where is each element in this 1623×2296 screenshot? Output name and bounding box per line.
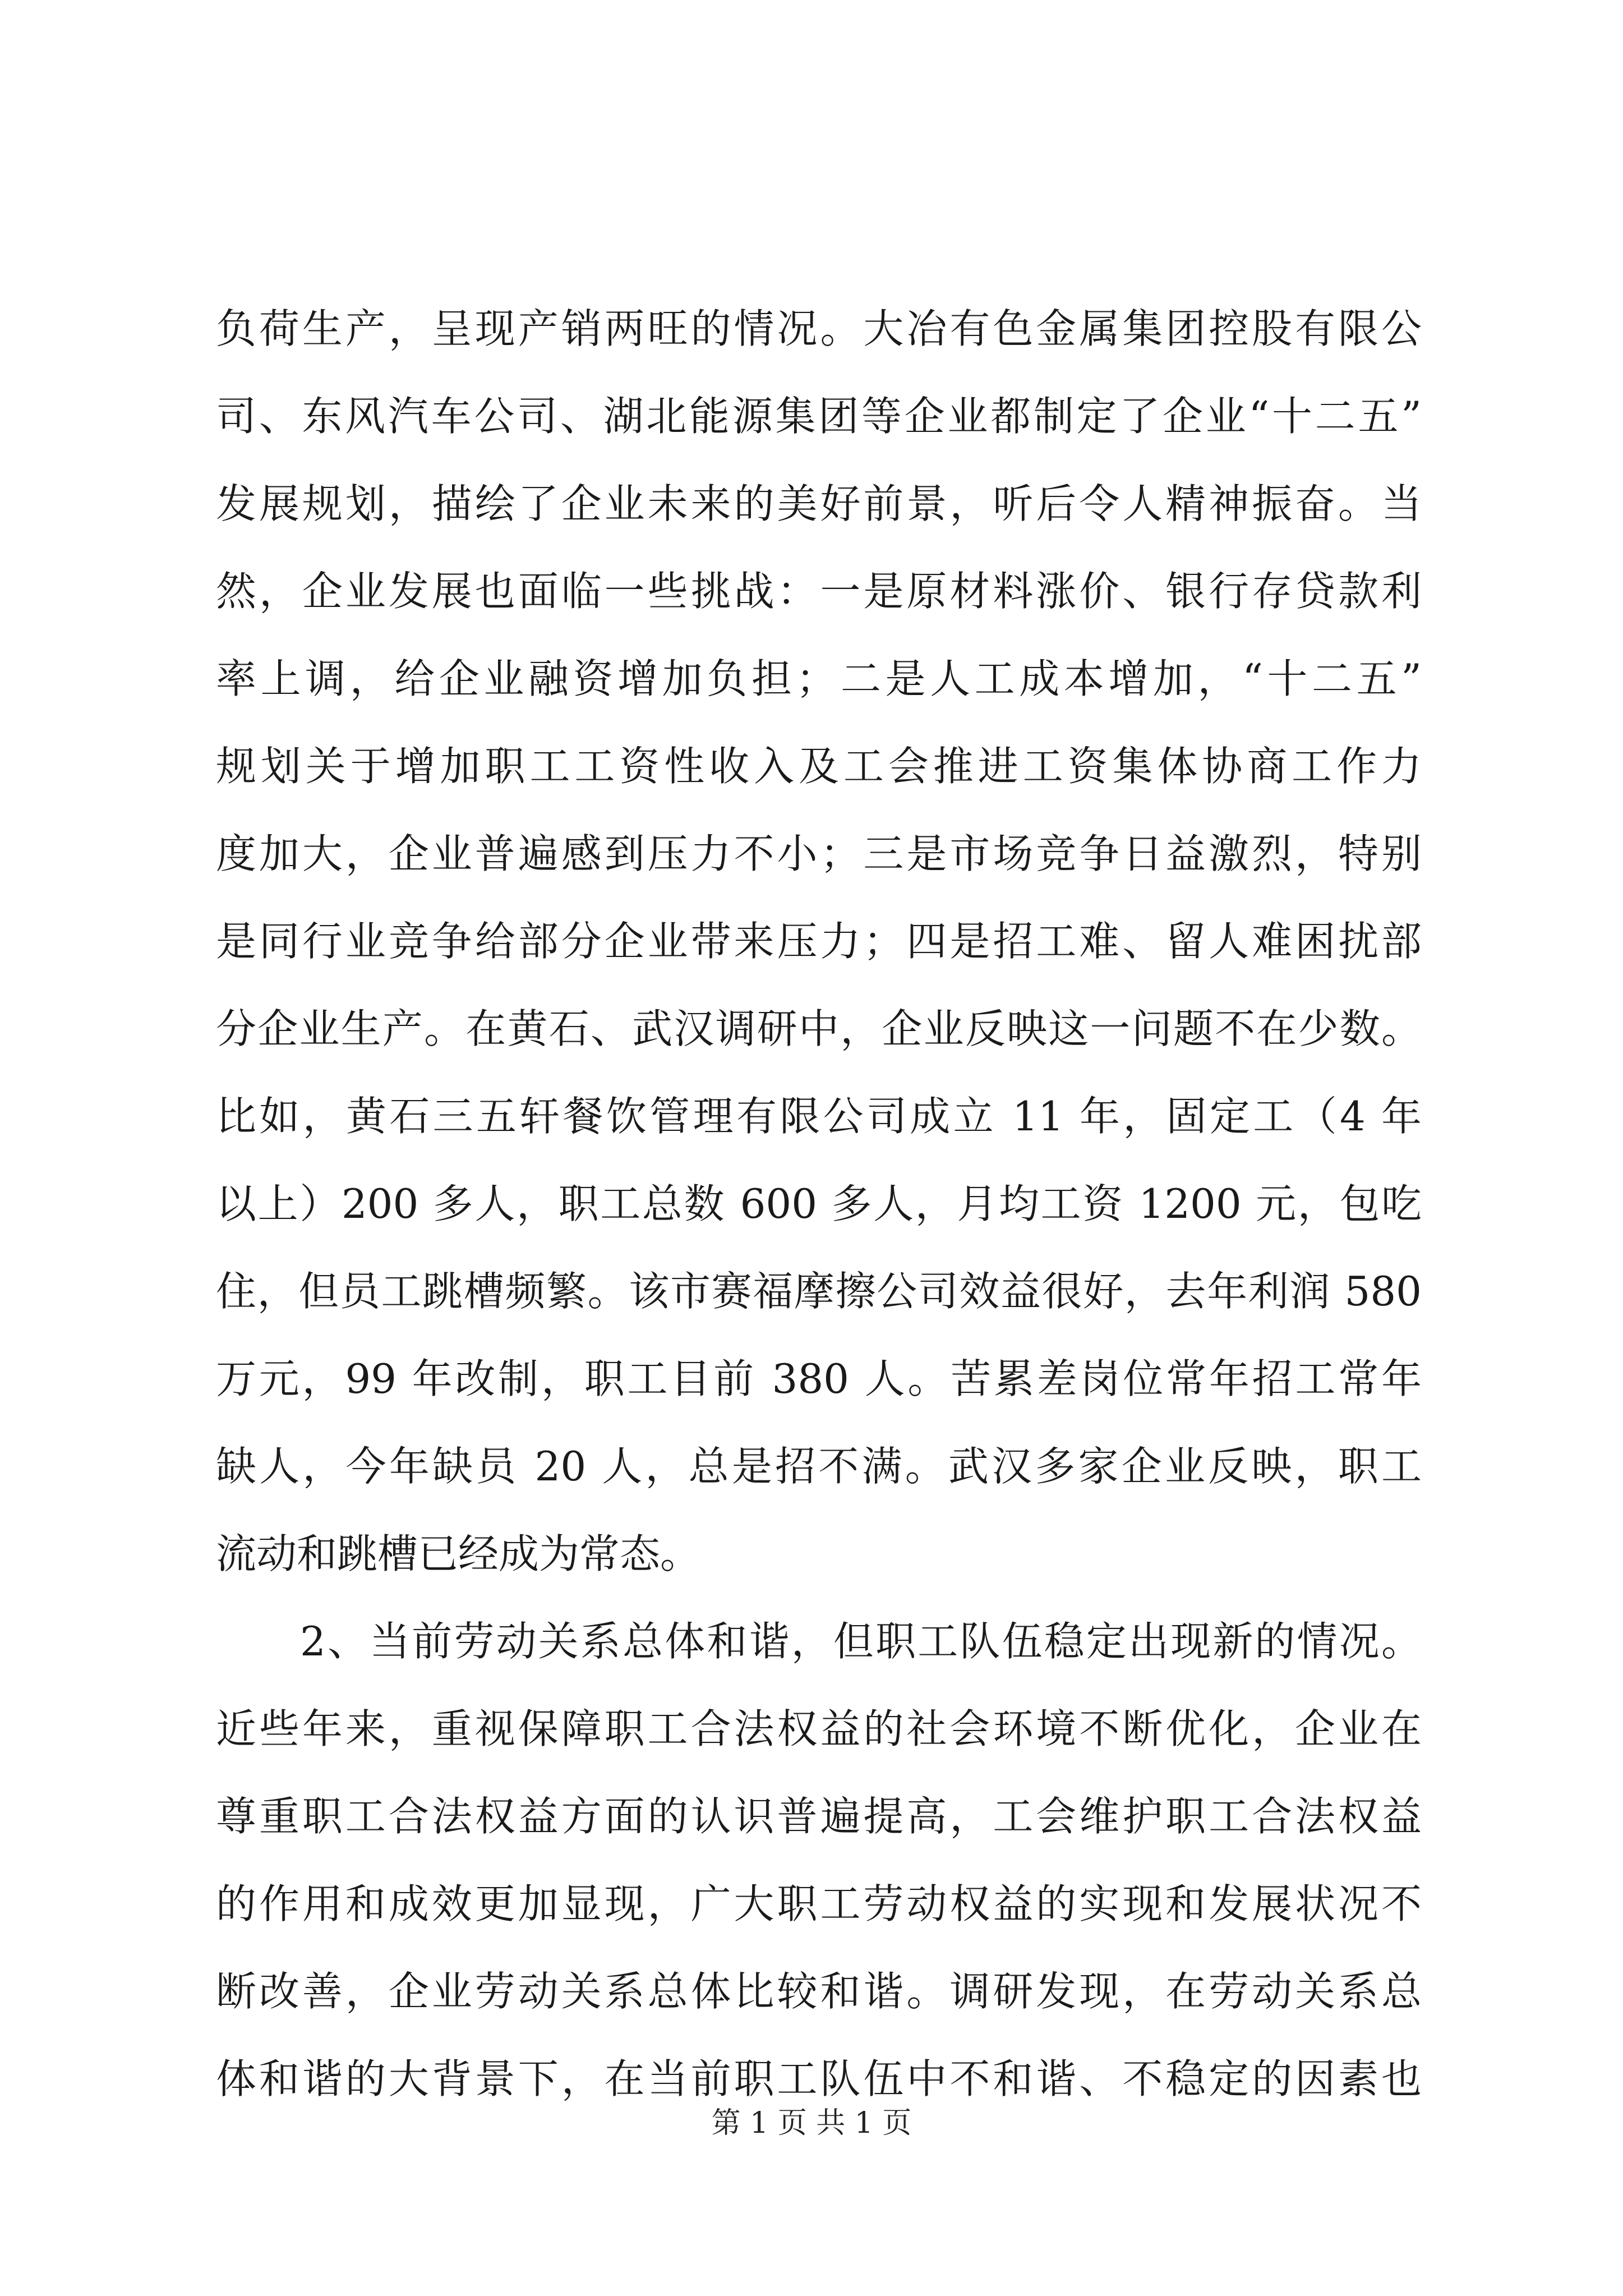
text-line: 发展规划，描绘了企业未来的美好前景，听后令人精神振奋。当 — [216, 480, 1422, 527]
text-line: 尊重职工合法权益方面的认识普遍提高，工会维护职工合法权益 — [216, 1793, 1422, 1840]
page-footer: 第 1 页 共 1 页 — [711, 2106, 912, 2140]
text-line: 住，但员工跳槽频繁。该市赛福摩擦公司效益很好，去年利润 580 — [216, 1268, 1422, 1315]
text-line: 缺人，今年缺员 20 人，总是招不满。武汉多家企业反映，职工 — [216, 1443, 1422, 1490]
text-line: 司、东风汽车公司、湖北能源集团等企业都制定了企业“十二五” — [216, 393, 1422, 440]
text-line: 体和谐的大背景下，在当前职工队伍中不和谐、不稳定的因素也 — [216, 2055, 1422, 2102]
text-line: 流动和跳槽已经成为常态。 — [216, 1530, 701, 1577]
text-line: 规划关于增加职工工资性收入及工会推进工资集体协商工作力 — [216, 743, 1422, 790]
section-heading-line: 2、当前劳动关系总体和谐，但职工队伍稳定出现新的情况。 — [300, 1618, 1422, 1665]
text-line: 是同行业竞争给部分企业带来压力；四是招工难、留人难困扰部 — [216, 918, 1422, 965]
document-body — [216, 285, 1422, 2123]
text-line: 断改善，企业劳动关系总体比较和谐。调研发现，在劳动关系总 — [216, 1968, 1422, 2015]
text-line: 近些年来，重视保障职工合法权益的社会环境不断优化，企业在 — [216, 1705, 1422, 1752]
text-line: 度加大，企业普遍感到压力不小；三是市场竞争日益激烈，特别 — [216, 830, 1422, 877]
text-line: 然，企业发展也面临一些挑战：一是原材料涨价、银行存贷款利 — [216, 568, 1422, 615]
text-line: 万元，99 年改制，职工目前 380 人。苦累差岗位常年招工常年 — [216, 1355, 1422, 1402]
text-line: 率上调，给企业融资增加负担；二是人工成本增加，“十二五” — [216, 655, 1422, 702]
text-line: 以上）200 多人，职工总数 600 多人，月均工资 1200 元，包吃 — [216, 1180, 1422, 1227]
text-line: 比如，黄石三五轩餐饮管理有限公司成立 11 年，固定工（4 年 — [216, 1093, 1422, 1140]
text-line: 的作用和成效更加显现，广大职工劳动权益的实现和发展状况不 — [216, 1880, 1422, 1927]
paragraph-2 — [216, 1598, 1422, 2123]
text-line: 负荷生产，呈现产销两旺的情况。大冶有色金属集团控股有限公 — [216, 305, 1422, 352]
paragraph-1 — [216, 285, 1422, 1598]
text-line: 分企业生产。在黄石、武汉调研中，企业反映这一问题不在少数。 — [216, 1005, 1422, 1052]
